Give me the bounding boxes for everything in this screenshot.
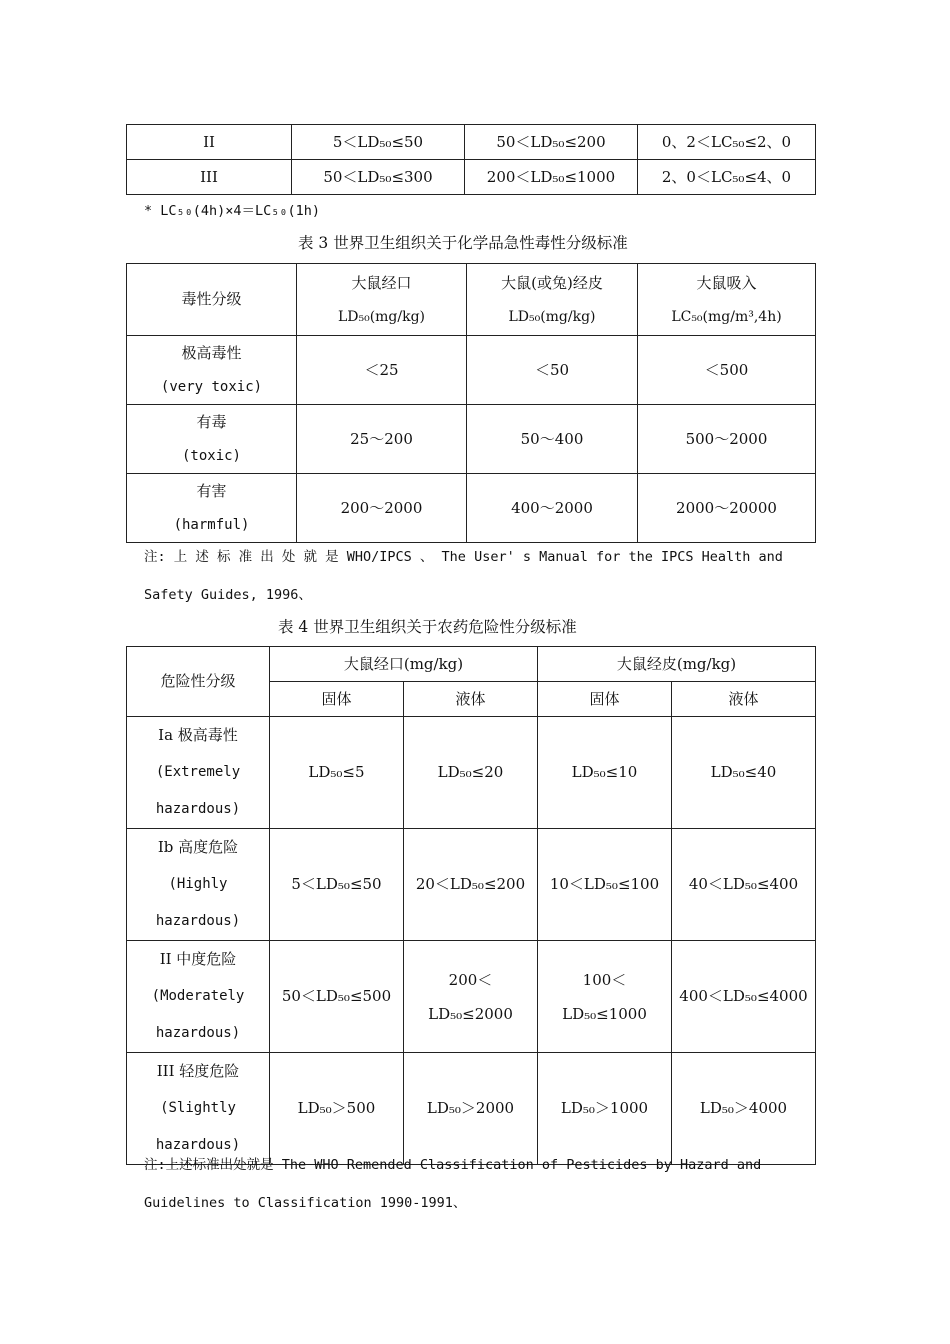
header-dermal-liquid: 液体 bbox=[672, 682, 816, 717]
table-cell: 200～2000 bbox=[297, 474, 467, 543]
table-row bbox=[127, 125, 816, 160]
table-cell: III bbox=[127, 160, 292, 195]
toxicity-class-cell: 极高毒性 (very toxic) bbox=[127, 336, 297, 405]
header-toxicity-class: 毒性分级 bbox=[127, 264, 297, 336]
table3 bbox=[126, 263, 816, 543]
table-row bbox=[127, 1053, 816, 1165]
hazard-class-cell: II 中度危险 (Moderately hazardous) bbox=[127, 941, 270, 1053]
table-cell: 200＜LD₅₀≤1000 bbox=[465, 160, 638, 195]
toxicity-class-cell: 有害 (harmful) bbox=[127, 474, 297, 543]
header-hazard-class: 危险性分级 bbox=[127, 647, 270, 717]
prev-table bbox=[126, 124, 816, 195]
hazard-class-cell: Ib 高度危险 (Highly hazardous) bbox=[127, 829, 270, 941]
table-cell: 2、0＜LC₅₀≤4、0 bbox=[638, 160, 816, 195]
table-cell: 2000～20000 bbox=[638, 474, 816, 543]
table-cell: 20＜LD₅₀≤200 bbox=[404, 829, 538, 941]
header-dermal-solid: 固体 bbox=[538, 682, 672, 717]
table-cell: 50＜LD₅₀≤500 bbox=[270, 941, 404, 1053]
table-cell: 25～200 bbox=[297, 405, 467, 474]
table-row bbox=[127, 336, 816, 405]
table-row bbox=[127, 474, 816, 543]
table4 bbox=[126, 646, 816, 1165]
table-row bbox=[127, 717, 816, 829]
table-row bbox=[127, 829, 816, 941]
table-row bbox=[127, 405, 816, 474]
table3-note-line2: Safety Guides, 1996、 bbox=[144, 587, 312, 603]
table-cell: ＜500 bbox=[638, 336, 816, 405]
table-cell: 400～2000 bbox=[467, 474, 638, 543]
table4-note-line2: Guidelines to Classification 1990-1991、 bbox=[144, 1195, 467, 1211]
table-cell: 5＜LD₅₀≤50 bbox=[270, 829, 404, 941]
header-rat-inhalation: 大鼠吸入 LC₅₀(mg/m³,4h) bbox=[638, 264, 816, 336]
hazard-class-cell: Ia 极高毒性 (Extremely hazardous) bbox=[127, 717, 270, 829]
table-cell: 100＜ LD₅₀≤1000 bbox=[538, 941, 672, 1053]
header-oral-solid: 固体 bbox=[270, 682, 404, 717]
table-cell: 50＜LD₅₀≤200 bbox=[465, 125, 638, 160]
table4-note-line1: 注:上述标准出处就是 The WHO Remended Classification of Pesticides by Hazard and bbox=[144, 1157, 762, 1173]
hazard-class-cell: III 轻度危险 (Slightly hazardous) bbox=[127, 1053, 270, 1165]
table-cell: 50＜LD₅₀≤300 bbox=[292, 160, 465, 195]
table3-caption: 表 3 世界卫生组织关于化学品急性毒性分级标准 bbox=[298, 234, 628, 252]
table-cell: LD₅₀≤5 bbox=[270, 717, 404, 829]
header-rat-oral: 大鼠经口 LD₅₀(mg/kg) bbox=[297, 264, 467, 336]
table-cell: LD₅₀＞4000 bbox=[672, 1053, 816, 1165]
toxicity-class-cell: 有毒 (toxic) bbox=[127, 405, 297, 474]
header-rat-oral: 大鼠经口(mg/kg) bbox=[270, 647, 538, 682]
header-oral-liquid: 液体 bbox=[404, 682, 538, 717]
table-cell: 10＜LD₅₀≤100 bbox=[538, 829, 672, 941]
table-cell: 400＜LD₅₀≤4000 bbox=[672, 941, 816, 1053]
header-rat-dermal: 大鼠经皮(mg/kg) bbox=[538, 647, 816, 682]
lc-footnote: * LC₅₀(4h)×4＝LC₅₀(1h) bbox=[144, 203, 321, 219]
table-cell: LD₅₀＞500 bbox=[270, 1053, 404, 1165]
table-cell: LD₅₀≤10 bbox=[538, 717, 672, 829]
table-header-row bbox=[127, 264, 816, 336]
table-cell: LD₅₀＞2000 bbox=[404, 1053, 538, 1165]
table3-note-line1: 注: 上 述 标 准 出 处 就 是 WHO/IPCS 、 The User' s Manual for the IPCS Health and bbox=[144, 549, 783, 565]
table-cell: 200＜ LD₅₀≤2000 bbox=[404, 941, 538, 1053]
table-cell: 5＜LD₅₀≤50 bbox=[292, 125, 465, 160]
table-cell: 40＜LD₅₀≤400 bbox=[672, 829, 816, 941]
table-cell: II bbox=[127, 125, 292, 160]
table-cell: 500～2000 bbox=[638, 405, 816, 474]
table-cell: LD₅₀＞1000 bbox=[538, 1053, 672, 1165]
table-row bbox=[127, 941, 816, 1053]
table-cell: 50～400 bbox=[467, 405, 638, 474]
header-rat-dermal: 大鼠(或兔)经皮 LD₅₀(mg/kg) bbox=[467, 264, 638, 336]
table-cell: ＜50 bbox=[467, 336, 638, 405]
table-cell: ＜25 bbox=[297, 336, 467, 405]
table-cell: LD₅₀≤20 bbox=[404, 717, 538, 829]
table-header-row bbox=[127, 647, 816, 682]
table-cell: 0、2＜LC₅₀≤2、0 bbox=[638, 125, 816, 160]
table-cell: LD₅₀≤40 bbox=[672, 717, 816, 829]
table4-caption: 表 4 世界卫生组织关于农药危险性分级标准 bbox=[278, 618, 577, 636]
table-row bbox=[127, 160, 816, 195]
